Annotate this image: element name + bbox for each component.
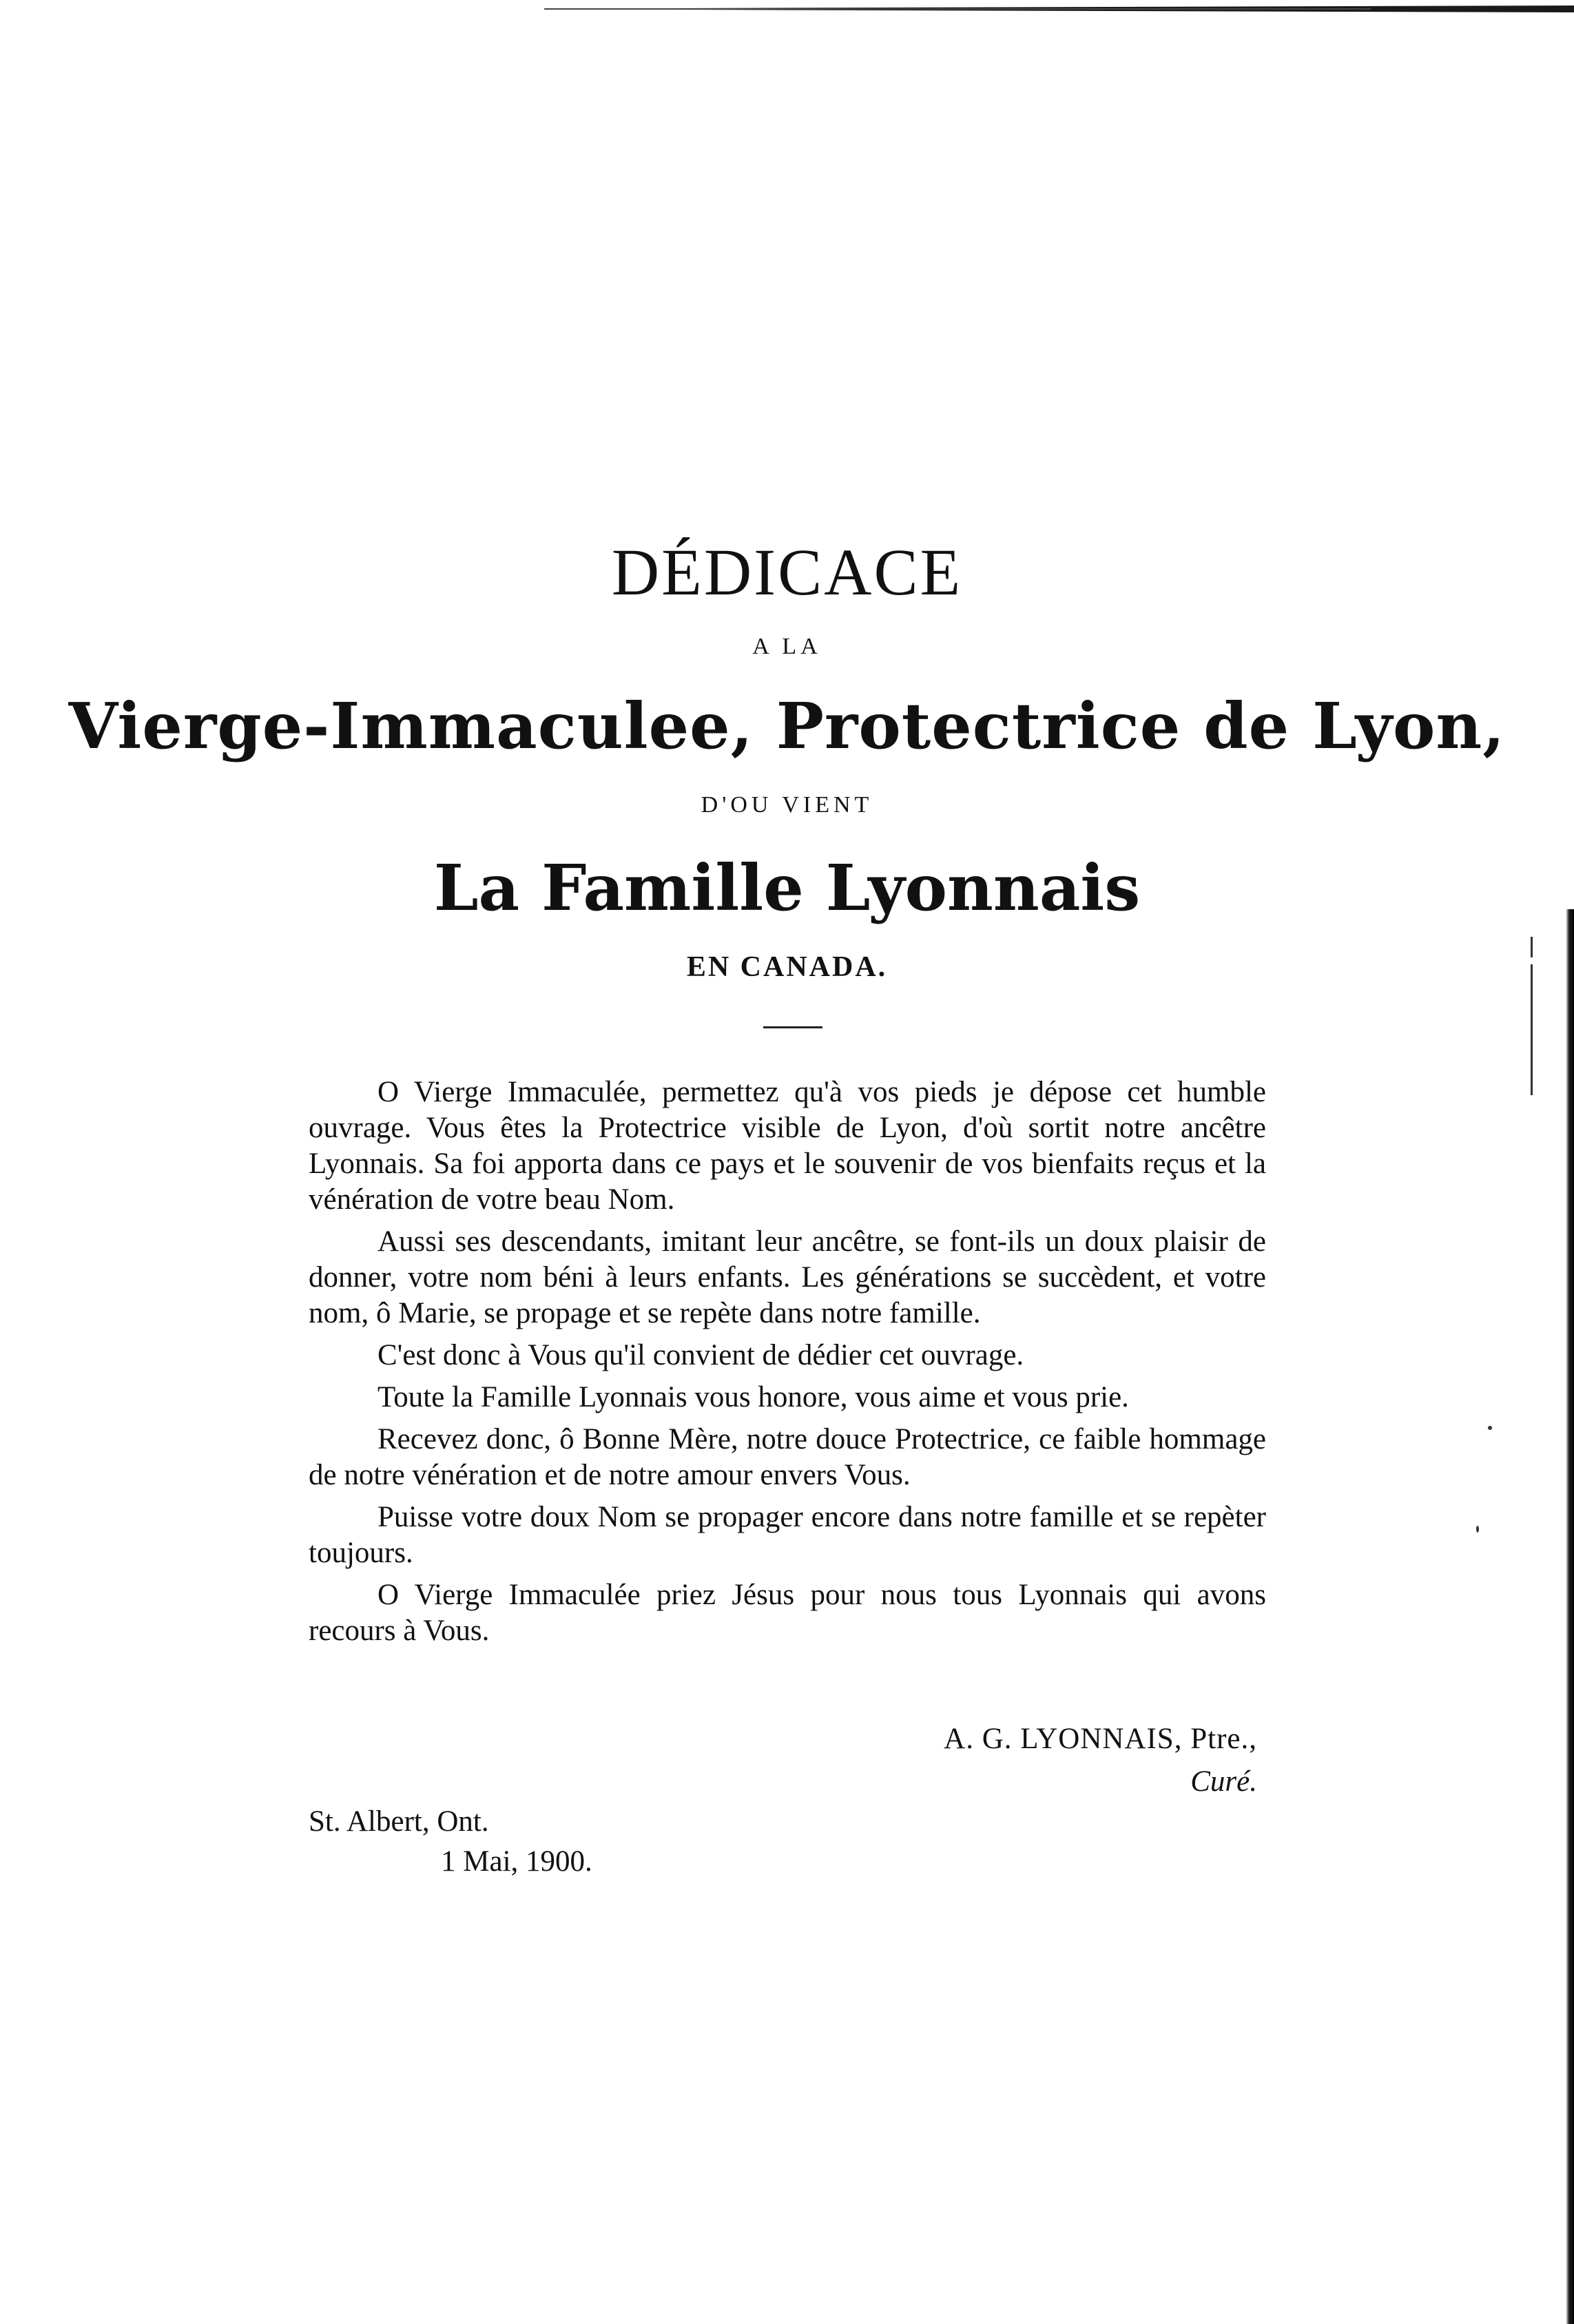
dateline-date: 1 Mai, 1900. xyxy=(441,1845,592,1878)
scan-speck xyxy=(1488,1426,1492,1430)
paragraph: Toute la Famille Lyonnais vous honore, vous aime et vous prie. xyxy=(377,1381,1129,1413)
section-divider xyxy=(763,1026,822,1028)
scan-speck xyxy=(1476,1526,1479,1533)
paragraph: Puisse votre doux Nom se propager encore dans notre famille et se repèter toujours. xyxy=(309,1501,1266,1569)
paragraph: Aussi ses descendants, imitant leur ancêtre, se font-ils un doux plaisir de donner, votre nom béni à leurs enfants. Les générations se succèdent, et votre nom, ô Marie, se propage et se repète dans notre famille. xyxy=(309,1225,1266,1329)
page-edge-shadow xyxy=(1566,909,1574,2324)
top-border-thin-rule xyxy=(544,8,1371,10)
dateline-place: St. Albert, Ont. xyxy=(309,1805,489,1838)
paragraph: Recevez donc, ô Bonne Mère, notre douce Protectrice, ce faible hommage de notre vénération et de notre amour envers Vous. xyxy=(309,1423,1266,1491)
scan-mark xyxy=(1531,964,1533,1095)
a-la-line: A LA xyxy=(752,634,822,659)
page-title: DÉDICACE xyxy=(611,535,963,609)
paragraph: O Vierge Immaculée priez Jésus pour nous tous Lyonnais qui avons recours à Vous. xyxy=(309,1579,1266,1647)
dou-vient-line: D'OU VIENT xyxy=(701,792,873,818)
paragraph: C'est donc à Vous qu'il convient de dédier cet ouvrage. xyxy=(377,1339,1024,1371)
paragraph: O Vierge Immaculée, permettez qu'à vos pieds je dépose cet humble ouvrage. Vous êtes la Protectrice visible de Lyon, d'où sortit notre ancêtre Lyonnais. Sa foi apporta dans ce pays et le souvenir de vos bienfaits reçus et la vénération de votre beau Nom. xyxy=(309,1076,1266,1216)
family-heading: La Famille Lyonnais xyxy=(433,851,1141,925)
signature-title: Curé. xyxy=(1190,1765,1257,1798)
signature-name: A. G. LYONNAIS, Ptre., xyxy=(944,1723,1257,1755)
dedicatee-heading: Vierge-Immaculee, Protectrice de Lyon, xyxy=(68,689,1506,763)
dedication-body xyxy=(309,1075,1266,1655)
country-line: EN CANADA. xyxy=(686,951,888,983)
